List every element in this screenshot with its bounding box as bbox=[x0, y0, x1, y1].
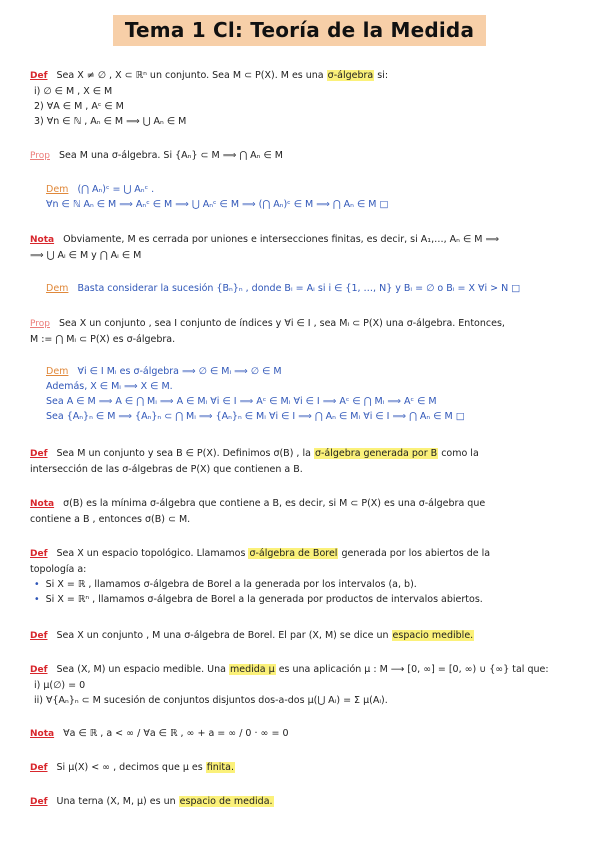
definition-measure bbox=[30, 662, 575, 708]
def3-bullet-2: Si X = ℝⁿ , llamamos σ-álgebra de Borel a la generada por productos de intervalos abiertos. bbox=[45, 594, 483, 605]
dem-tag: Dem bbox=[46, 184, 69, 195]
def3-highlight: σ-álgebra de Borel bbox=[249, 548, 338, 559]
dem-tag: Dem bbox=[46, 366, 69, 377]
prop2-dem-line-2: Además, X ∈ Mᵢ ⟹ X ∈ M. bbox=[46, 381, 173, 392]
definition-generated-algebra bbox=[30, 446, 575, 477]
def2-a: Sea M un conjunto y sea B ∈ P(X). Definimos σ(B) , la bbox=[56, 448, 311, 459]
nota1-line-1: Obviamente, M es cerrada por uniones e intersecciones finitas, es decir, si A₁,…, Aₙ ∈ M ⟹ bbox=[63, 234, 500, 245]
prop-tag: Prop bbox=[30, 151, 50, 161]
nota2-line-1: σ(B) es la mínima σ-álgebra que contiene a B, es decir, si M ⊂ P(X) es una σ-álgebra que bbox=[63, 498, 486, 509]
prop1-text: Sea M una σ-álgebra. Si {Aₙ} ⊂ M ⟹ ⋂ Aₙ ∈ M bbox=[59, 150, 283, 161]
definition-borel bbox=[30, 546, 575, 607]
nota1-proof bbox=[46, 281, 566, 296]
def3-a: Sea X un espacio topológico. Llamamos bbox=[56, 548, 246, 559]
def7-a: Una terna (X, M, μ) es un bbox=[56, 796, 176, 807]
definition-measurable-space bbox=[30, 628, 575, 644]
definition-sigma-algebra bbox=[30, 68, 575, 129]
definition-measure-space bbox=[30, 794, 575, 810]
def1-after: si: bbox=[377, 70, 389, 81]
def7-highlight: espacio de medida. bbox=[179, 796, 273, 807]
def6-a: Si μ(X) < ∞ , decimos que μ es bbox=[56, 762, 203, 773]
def-tag: Def bbox=[30, 631, 48, 641]
def3-b: generada por los abiertos de la bbox=[341, 548, 491, 559]
definition-finite-measure bbox=[30, 760, 575, 776]
def1-intro: Sea X ≠ ∅ , X ⊂ ℝⁿ un conjunto. Sea M ⊂ P(X). M es una bbox=[56, 70, 324, 81]
bullet-icon: • bbox=[34, 579, 40, 590]
nota-tag: Nota bbox=[30, 499, 55, 509]
def1-highlight: σ-álgebra bbox=[327, 70, 374, 81]
prop2-line-1: Sea X un conjunto , sea I conjunto de índices y ∀i ∈ I , sea Mᵢ ⊂ P(X) una σ-álgebra. Entonces, bbox=[59, 318, 505, 329]
prop1-dem-line-2: ∀n ∈ ℕ Aₙ ∈ M ⟹ Aₙᶜ ∈ M ⟹ ⋃ Aₙᶜ ∈ M ⟹ (⋂ Aₙ)ᶜ ∈ M ⟹ ⋂ Aₙ ∈ M □ bbox=[46, 199, 389, 210]
title-box bbox=[0, 15, 599, 46]
def-tag: Def bbox=[30, 449, 48, 459]
prop2-dem-line-1: ∀i ∈ I Mᵢ es σ-álgebra ⟹ ∅ ∈ Mᵢ ⟹ ∅ ∈ M bbox=[77, 366, 282, 377]
nota3-text: ∀a ∈ ℝ , a < ∞ / ∀a ∈ ℝ , ∞ + a = ∞ / 0 · ∞ = 0 bbox=[63, 728, 289, 739]
def5-b: es una aplicación μ : M ⟶ [0, ∞] = [0, ∞) ∪ {∞} tal que: bbox=[278, 664, 549, 675]
def6-highlight: finita. bbox=[206, 762, 234, 773]
prop2-dem-line-4: Sea {Aₙ}ₙ ∈ M ⟹ {Aₙ}ₙ ⊂ ⋂ Mᵢ ⟹ {Aₙ}ₙ ∈ Mᵢ ∀i ∈ I ⟹ ⋂ Aₙ ∈ Mᵢ ∀i ∈ I ⟹ ⋂ Aₙ ∈ M □ bbox=[46, 411, 465, 422]
def2-highlight: σ-álgebra generada por B bbox=[314, 448, 438, 459]
dem-tag: Dem bbox=[46, 283, 69, 294]
def1-item-2: 2) ∀A ∈ M , Aᶜ ∈ M bbox=[34, 101, 124, 112]
prop1-dem-line-1: (⋂ Aₙ)ᶜ = ⋃ Aₙᶜ . bbox=[77, 184, 155, 195]
prop2-proof bbox=[46, 364, 566, 424]
def-tag: Def bbox=[30, 549, 48, 559]
nota-tag: Nota bbox=[30, 729, 55, 739]
def2-b: como la bbox=[441, 448, 479, 459]
prop-tag: Prop bbox=[30, 319, 50, 329]
def2-line-2: intersección de las σ-álgebras de P(X) que contienen a B. bbox=[30, 464, 303, 475]
page-title: Tema 1 Cl: Teoría de la Medida bbox=[113, 15, 486, 46]
def-tag: Def bbox=[30, 797, 48, 807]
proposition-intersection bbox=[30, 148, 575, 164]
def-tag: Def bbox=[30, 71, 48, 81]
bullet-icon: • bbox=[34, 594, 40, 605]
prop2-line-2: M := ⋂ Mᵢ ⊂ P(X) es σ-álgebra. bbox=[30, 334, 176, 345]
def1-item-3: 3) ∀n ∈ ℕ , Aₙ ∈ M ⟹ ⋃ Aₙ ∈ M bbox=[34, 116, 187, 127]
nota1-line-2: ⟹ ⋃ Aᵢ ∈ M y ⋂ Aᵢ ∈ M bbox=[30, 250, 142, 261]
def5-item-1: i) μ(∅) = 0 bbox=[34, 680, 86, 691]
prop2-dem-line-3: Sea A ∈ M ⟹ A ∈ ⋂ Mᵢ ⟹ A ∈ Mᵢ ∀i ∈ I ⟹ Aᶜ ∈ Mᵢ ∀i ∈ I ⟹ Aᶜ ∈ ⋂ Mᵢ ⟹ Aᶜ ∈ M bbox=[46, 396, 437, 407]
prop1-proof bbox=[46, 182, 566, 212]
def1-item-1: i) ∅ ∈ M , X ∈ M bbox=[34, 86, 113, 97]
note-infinity-arithmetic bbox=[30, 726, 575, 742]
def4-highlight: espacio medible. bbox=[392, 630, 474, 641]
note-minimal-algebra bbox=[30, 496, 575, 527]
def3-bullet-1: Si X = ℝ , llamamos σ-álgebra de Borel a la generada por los intervalos (a, b). bbox=[45, 579, 417, 590]
def-tag: Def bbox=[30, 763, 48, 773]
nota-tag: Nota bbox=[30, 235, 55, 245]
note-finite-unions bbox=[30, 232, 575, 263]
proposition-intersection-of-algebras bbox=[30, 316, 575, 347]
def4-a: Sea X un conjunto , M una σ-álgebra de Borel. El par (X, M) se dice un bbox=[56, 630, 389, 641]
def3-line-2: topología a: bbox=[30, 564, 87, 575]
nota1-dem: Basta considerar la sucesión {Bₙ}ₙ , donde Bᵢ = Aᵢ si i ∈ {1, …, N} y Bᵢ = ∅ o Bᵢ = X ∀i > N □ bbox=[77, 283, 521, 294]
nota2-line-2: contiene a B , entonces σ(B) ⊂ M. bbox=[30, 514, 191, 525]
def5-item-2: ii) ∀{Aₙ}ₙ ⊂ M sucesión de conjuntos disjuntos dos-a-dos μ(⋃ Aᵢ) = Σ μ(Aᵢ). bbox=[34, 695, 388, 706]
def-tag: Def bbox=[30, 665, 48, 675]
def5-a: Sea (X, M) un espacio medible. Una bbox=[56, 664, 226, 675]
def5-highlight: medida μ bbox=[229, 664, 275, 675]
